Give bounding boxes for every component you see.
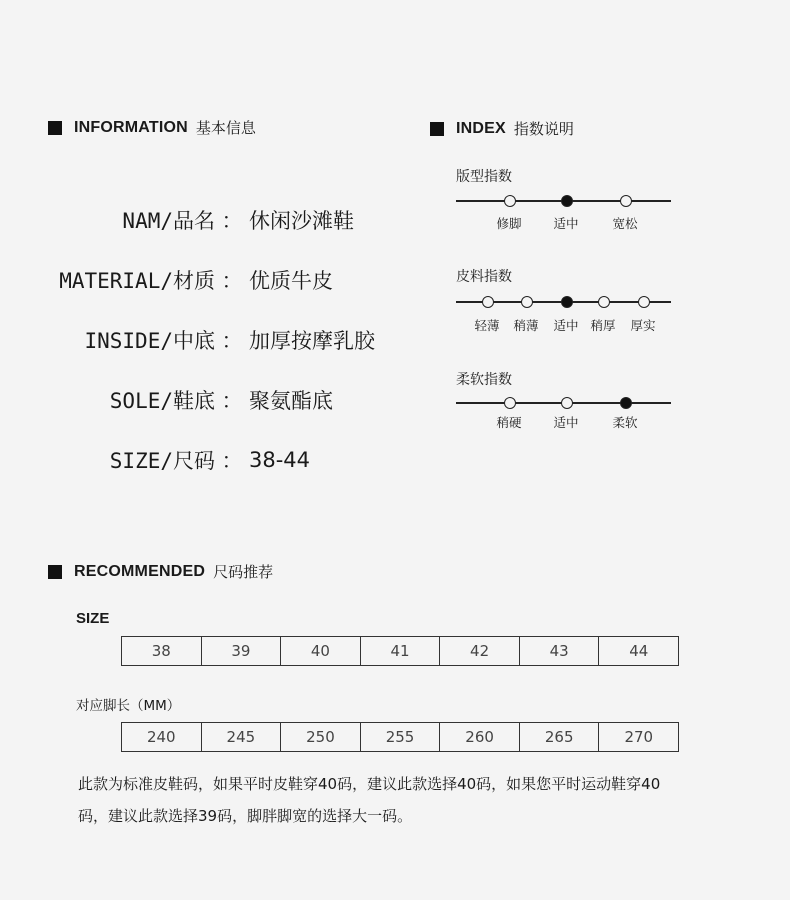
size-cell: 41 — [361, 637, 441, 665]
square-bullet-icon — [48, 121, 62, 135]
leather-index-label-1: 稍薄 — [513, 318, 539, 333]
softness-index-label-1: 适中 — [553, 415, 579, 430]
leather-index-label-0: 轻薄 — [474, 318, 500, 333]
information-heading — [48, 117, 256, 138]
foot-length-cell: 250 — [281, 723, 361, 751]
info-row-name — [20, 205, 400, 235]
info-label: INSIDE/中底 — [84, 329, 215, 353]
recommended-heading — [48, 561, 273, 582]
info-row-inside — [20, 325, 400, 355]
info-colon: ： — [221, 449, 243, 473]
info-value: 加厚按摩乳胶 — [249, 329, 375, 353]
square-bullet-icon — [48, 565, 62, 579]
info-label: SOLE/鞋底 — [109, 389, 215, 413]
info-label: MATERIAL/材质 — [59, 269, 215, 293]
softness-index-dot-1 — [561, 397, 573, 409]
index-heading-cn: 指数说明 — [513, 120, 574, 138]
information-heading-cn: 基本信息 — [195, 119, 256, 137]
info-value: 聚氨酯底 — [249, 389, 333, 413]
square-bullet-icon — [430, 122, 444, 136]
info-label: NAM/品名 — [122, 209, 215, 233]
info-colon: ： — [221, 209, 243, 233]
foot-length-title: 对应脚长（MM） — [76, 698, 181, 714]
softness-index-dot-2 — [620, 397, 632, 409]
fit-index-label-0: 修脚 — [496, 216, 522, 231]
fit-index-title: 版型指数 — [456, 169, 512, 185]
info-value: 休闲沙滩鞋 — [249, 209, 354, 233]
info-colon: ： — [221, 329, 243, 353]
foot-length-cell: 240 — [122, 723, 202, 751]
size-advice-line-1: 此款为标准皮鞋码，如果平时皮鞋穿40码，建议此款选择40码，如果您平时运动鞋穿40 — [78, 775, 661, 793]
info-value: 38-44 — [249, 448, 311, 472]
leather-index-dot-4 — [638, 296, 650, 308]
leather-index-dot-1 — [521, 296, 533, 308]
info-label: SIZE/尺码 — [109, 449, 215, 473]
fit-index-dot-2 — [620, 195, 632, 207]
size-table-title: SIZE — [76, 610, 110, 627]
info-row-size — [20, 445, 400, 475]
size-cell: 42 — [440, 637, 520, 665]
recommended-heading-cn: 尺码推荐 — [213, 563, 274, 581]
info-colon: ： — [221, 389, 243, 413]
size-advice-line-2: 码，建议此款选择39码，脚胖脚宽的选择大一码。 — [78, 807, 413, 825]
softness-index-label-0: 稍硬 — [496, 415, 522, 430]
leather-index-dot-3 — [598, 296, 610, 308]
foot-length-cell: 260 — [440, 723, 520, 751]
foot-length-table — [121, 722, 679, 752]
info-row-material — [20, 265, 400, 295]
foot-length-cell: 270 — [624, 728, 654, 746]
foot-length-cell: 245 — [202, 723, 282, 751]
leather-index-label-4: 厚实 — [630, 318, 656, 333]
leather-index-dot-2 — [561, 296, 573, 308]
information-heading-en: INFORMATION — [74, 118, 188, 136]
size-cell: 39 — [202, 637, 282, 665]
foot-length-cell: 265 — [520, 723, 600, 751]
leather-index-label-2: 适中 — [553, 318, 579, 333]
size-cell: 43 — [520, 637, 600, 665]
index-heading-en: INDEX — [456, 119, 506, 137]
info-value: 优质牛皮 — [249, 269, 333, 293]
leather-index-dot-0 — [482, 296, 494, 308]
size-table — [121, 636, 679, 666]
recommended-heading-en: RECOMMENDED — [74, 562, 206, 580]
index-heading — [430, 118, 574, 139]
fit-index-label-2: 宽松 — [612, 216, 638, 231]
softness-index-label-2: 柔软 — [612, 415, 638, 430]
info-colon: ： — [221, 269, 243, 293]
size-advice-note — [78, 768, 768, 832]
size-cell: 44 — [629, 642, 649, 660]
leather-index-label-3: 稍厚 — [590, 318, 616, 333]
size-cell: 38 — [122, 637, 202, 665]
fit-index-label-1: 适中 — [553, 216, 579, 231]
leather-index-title: 皮料指数 — [456, 269, 512, 285]
info-row-sole — [20, 385, 400, 415]
softness-index-title: 柔软指数 — [456, 372, 512, 388]
fit-index-dot-1 — [561, 195, 573, 207]
softness-index-dot-0 — [504, 397, 516, 409]
foot-length-cell: 255 — [361, 723, 441, 751]
size-cell: 40 — [281, 637, 361, 665]
fit-index-dot-0 — [504, 195, 516, 207]
